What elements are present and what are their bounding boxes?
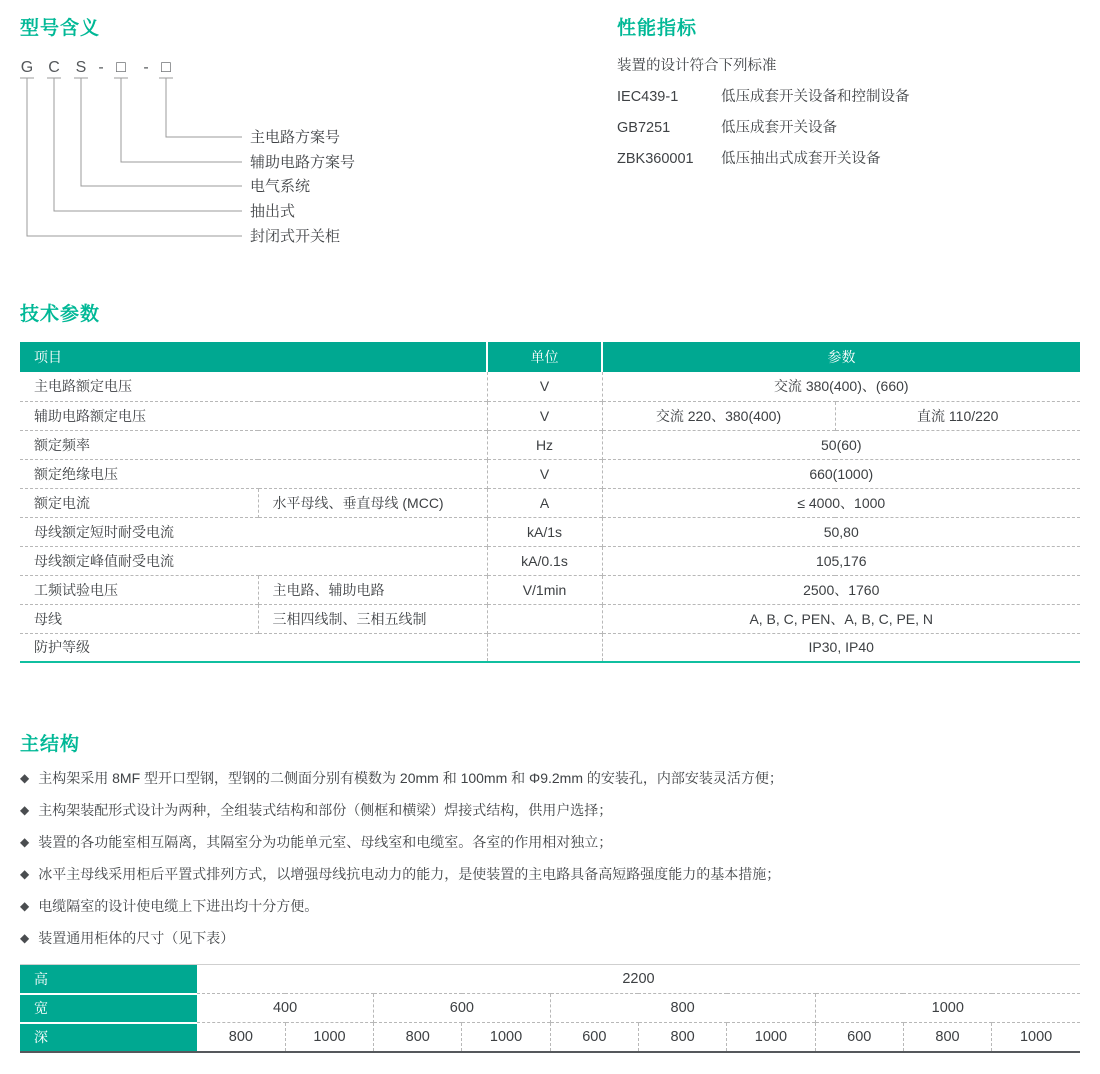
cell-unit bbox=[487, 633, 602, 662]
header-param: 参数 bbox=[602, 342, 1080, 372]
structure-section-title: 主结构 bbox=[20, 734, 81, 755]
cell-param: 660(1000) bbox=[602, 459, 1080, 488]
table-row bbox=[20, 1023, 1080, 1052]
cell-param: 交流 220、380(400) bbox=[602, 401, 835, 430]
model-section-title: 型号含义 bbox=[20, 18, 101, 39]
cell-param: 2500、1760 bbox=[602, 575, 1080, 604]
tech-params-table bbox=[20, 342, 1080, 663]
dim-value: 600 bbox=[550, 1023, 638, 1052]
list-item bbox=[20, 897, 1080, 917]
dim-value: 1000 bbox=[462, 1023, 550, 1052]
cell-item: 额定频率 bbox=[20, 430, 487, 459]
cell-unit: V bbox=[487, 372, 602, 401]
tech-section-title: 技术参数 bbox=[20, 304, 101, 325]
model-label: 辅助电路方案号 bbox=[250, 154, 356, 171]
cabinet-dimensions-table bbox=[20, 964, 1080, 1053]
cell-unit bbox=[487, 604, 602, 633]
cell-param: 50,80 bbox=[602, 517, 1080, 546]
standards-intro: 装置的设计符合下列标准 bbox=[617, 58, 777, 74]
cell-item: 工频试验电压 bbox=[20, 575, 258, 604]
diamond-bullet-icon: ◆ bbox=[20, 771, 30, 785]
cell-item: 额定绝缘电压 bbox=[20, 459, 487, 488]
cell-item: 额定电流 bbox=[20, 488, 258, 517]
connector-line bbox=[27, 78, 242, 236]
standard-row bbox=[617, 88, 1087, 107]
connector-line bbox=[54, 78, 242, 211]
dim-label-width: 宽 bbox=[20, 994, 197, 1023]
cell-param: IP30, IP40 bbox=[602, 633, 1080, 662]
model-char-dash: - bbox=[143, 59, 149, 76]
cell-param: A, B, C, PEN、A, B, C, PE, N bbox=[602, 604, 1080, 633]
dim-value: 800 bbox=[550, 994, 815, 1023]
header-unit: 单位 bbox=[487, 342, 602, 372]
bullet-text: 主构架装配形式设计为两种，全组装式结构和部份（侧框和横梁）焊接式结构，供用户选择； bbox=[38, 802, 613, 818]
table-row bbox=[20, 965, 1080, 994]
dim-value: 600 bbox=[374, 994, 551, 1023]
table-header-row bbox=[20, 342, 1080, 372]
list-item bbox=[20, 929, 1080, 949]
cell-unit: Hz bbox=[487, 430, 602, 459]
cell-item: 母线额定短时耐受电流 bbox=[20, 517, 487, 546]
cell-unit: A bbox=[487, 488, 602, 517]
dim-value: 2200 bbox=[622, 971, 655, 987]
model-code-diagram bbox=[0, 55, 580, 255]
placeholder-box-icon: □ bbox=[161, 59, 171, 76]
header-item: 项目 bbox=[20, 342, 487, 372]
cell-unit: V/1min bbox=[487, 575, 602, 604]
cell-unit: kA/1s bbox=[487, 517, 602, 546]
table-row bbox=[20, 372, 1080, 401]
connector-line bbox=[166, 78, 242, 137]
bullet-text: 装置通用柜体的尺寸（见下表） bbox=[38, 930, 235, 946]
performance-section-title: 性能指标 bbox=[617, 18, 698, 39]
cell-item: 辅助电路额定电压 bbox=[20, 401, 487, 430]
table-row bbox=[20, 488, 1080, 517]
table-row bbox=[20, 604, 1080, 633]
model-char: C bbox=[48, 59, 60, 76]
table-row bbox=[20, 994, 1080, 1023]
structure-bullet-list bbox=[20, 769, 1080, 961]
standard-desc: 低压抽出式成套开关设备 bbox=[721, 151, 881, 167]
cell-param: 直流 110/220 bbox=[835, 401, 1080, 430]
table-row bbox=[20, 546, 1080, 575]
bullet-text: 装置的各功能室相互隔离，其隔室分为功能单元室、母线室和电缆室。各室的作用相对独立； bbox=[38, 834, 613, 850]
dim-value: 1000 bbox=[727, 1023, 815, 1052]
standard-row bbox=[617, 119, 1087, 138]
diamond-bullet-icon: ◆ bbox=[20, 835, 30, 849]
dim-label-depth: 深 bbox=[20, 1023, 197, 1052]
dim-value: 800 bbox=[638, 1023, 726, 1052]
model-label: 抽出式 bbox=[250, 203, 296, 220]
list-item bbox=[20, 801, 1080, 821]
table-row bbox=[20, 430, 1080, 459]
dim-value: 800 bbox=[903, 1023, 991, 1052]
cell-item-sub: 三相四线制、三相五线制 bbox=[258, 604, 487, 633]
connector-lines bbox=[27, 78, 242, 236]
performance-section bbox=[617, 13, 1087, 181]
cell-unit: kA/0.1s bbox=[487, 546, 602, 575]
standard-row bbox=[617, 150, 1087, 169]
dim-value: 1000 bbox=[992, 1023, 1080, 1052]
cell-unit: V bbox=[487, 401, 602, 430]
dim-value: 1000 bbox=[815, 994, 1080, 1023]
cell-item: 主电路额定电压 bbox=[34, 378, 132, 395]
cell-item-sub: 主电路、辅助电路 bbox=[258, 575, 487, 604]
table-row bbox=[20, 517, 1080, 546]
standard-desc: 低压成套开关设备 bbox=[721, 120, 838, 136]
standard-desc: 低压成套开关设备和控制设备 bbox=[721, 89, 910, 105]
cell-param: 交流 380(400)、(660) bbox=[602, 372, 1080, 401]
connector-line bbox=[81, 78, 242, 186]
bullet-text: 电缆隔室的设计使电缆上下进出均十分方便。 bbox=[38, 898, 319, 914]
cell-param: ≤ 4000、1000 bbox=[602, 488, 1080, 517]
model-char: G bbox=[20, 59, 34, 76]
cell-item: 母线额定峰值耐受电流 bbox=[20, 546, 487, 575]
cell-item: 母线 bbox=[20, 604, 258, 633]
dim-value: 400 bbox=[197, 994, 374, 1023]
model-label: 封闭式开关柜 bbox=[250, 228, 341, 245]
diamond-bullet-icon: ◆ bbox=[20, 931, 30, 945]
diamond-bullet-icon: ◆ bbox=[20, 803, 30, 817]
placeholder-box-icon: □ bbox=[116, 59, 126, 76]
bullet-text: 主构架采用 8MF 型开口型钢，型钢的二侧面分别有模数为 20mm 和 100mm 和 Φ9.2mm 的安装孔，内部安装灵活方便； bbox=[38, 770, 783, 786]
cell-item-sub: 水平母线、垂直母线 (MCC) bbox=[258, 488, 487, 517]
dim-value: 1000 bbox=[285, 1023, 373, 1052]
cell-item: 防护等级 bbox=[20, 633, 487, 662]
model-char: S bbox=[75, 59, 87, 76]
standard-code: ZBK360001 bbox=[617, 151, 694, 167]
standard-code: GB7251 bbox=[617, 120, 671, 136]
dim-value: 800 bbox=[197, 1023, 285, 1052]
diamond-bullet-icon: ◆ bbox=[20, 867, 30, 881]
standard-code: IEC439-1 bbox=[617, 89, 679, 105]
list-item bbox=[20, 865, 1080, 885]
table-row bbox=[20, 401, 1080, 430]
connector-line bbox=[121, 78, 242, 162]
dim-label-height: 高 bbox=[20, 965, 197, 994]
dim-value: 600 bbox=[815, 1023, 903, 1052]
cell-param: 105,176 bbox=[602, 546, 1080, 575]
model-label: 主电路方案号 bbox=[250, 129, 341, 146]
table-row bbox=[20, 459, 1080, 488]
diamond-bullet-icon: ◆ bbox=[20, 899, 30, 913]
table-row bbox=[20, 575, 1080, 604]
list-item bbox=[20, 833, 1080, 853]
cell-param: 50(60) bbox=[602, 430, 1080, 459]
bullet-text: 冰平主母线采用柜后平置式排列方式，以增强母线抗电动力的能力，是使装置的主电路具备高短路强度能力的基本措施； bbox=[38, 866, 781, 882]
model-label: 电气系统 bbox=[250, 178, 311, 195]
cell-unit: V bbox=[487, 459, 602, 488]
list-item bbox=[20, 769, 1080, 789]
model-char-dash: - bbox=[98, 59, 104, 76]
dim-value: 800 bbox=[374, 1023, 462, 1052]
table-row bbox=[20, 633, 1080, 662]
